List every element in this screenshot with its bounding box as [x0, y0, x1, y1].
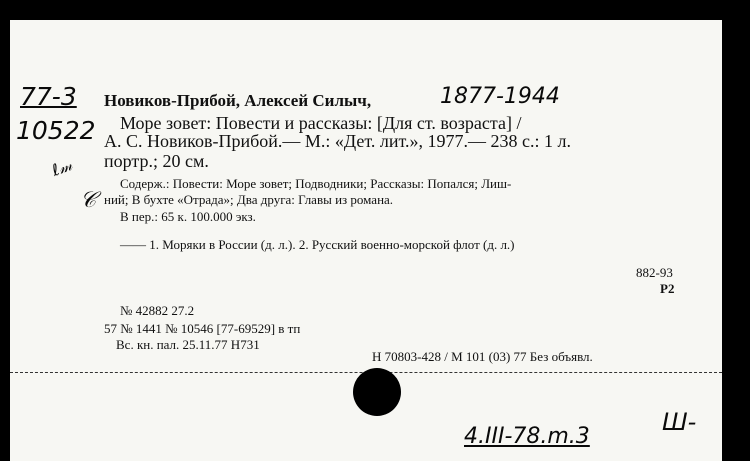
punch-hole — [353, 368, 401, 416]
title-line-3: портр.; 20 см. — [104, 151, 209, 171]
handwritten-curl-mark: 𝒞 — [80, 188, 97, 213]
price-note: В пер.: 65 к. 100.000 экз. — [120, 209, 256, 224]
scan-border-top — [0, 0, 750, 20]
class-number: 882-93 — [636, 265, 673, 280]
handwritten-initials-mark: ℓ𝓂 — [49, 155, 75, 180]
class-code: Р2 — [660, 281, 675, 296]
title-line-1: Море зовет: Повести и рассказы: [Для ст. возраста] / — [120, 113, 522, 133]
author-dates-handwritten: 1877-1944 — [440, 84, 560, 109]
call-number-bottom: 10522 — [16, 116, 96, 145]
record-line-3: Вс. кн. пал. 25.11.77 Н731 — [116, 337, 260, 352]
contents-line-1: Содерж.: Повести: Море зовет; Подводники; Рассказы: Попался; Лиш- — [120, 176, 512, 191]
call-number-top: 77-3 — [20, 82, 77, 111]
record-line-2: 57 № 1441 № 10546 [77-69529] в тп — [104, 321, 301, 336]
record-number: № 42882 27.2 — [120, 303, 195, 318]
imprint-line: Н 70803-428 / М 101 (03) 77 Без объявл. — [372, 349, 593, 364]
subject-headings: —— 1. Моряки в России (д. л.). 2. Русский военно-морской флот (д. л.) — [120, 237, 515, 252]
handwritten-date-note: 4.III-78.m.3 — [464, 424, 590, 449]
author-heading: Новиков-Прибой, Алексей Силыч, — [104, 91, 372, 110]
contents-line-2: ний; В бухте «Отрада»; Два друга: Главы из романа. — [104, 192, 394, 207]
title-line-2: А. С. Новиков-Прибой.— М.: «Дет. лит.», 1977.— 238 с.: 1 л. — [104, 131, 571, 151]
handwritten-mark: Ш- — [662, 408, 697, 436]
scan-border-right — [722, 0, 750, 461]
